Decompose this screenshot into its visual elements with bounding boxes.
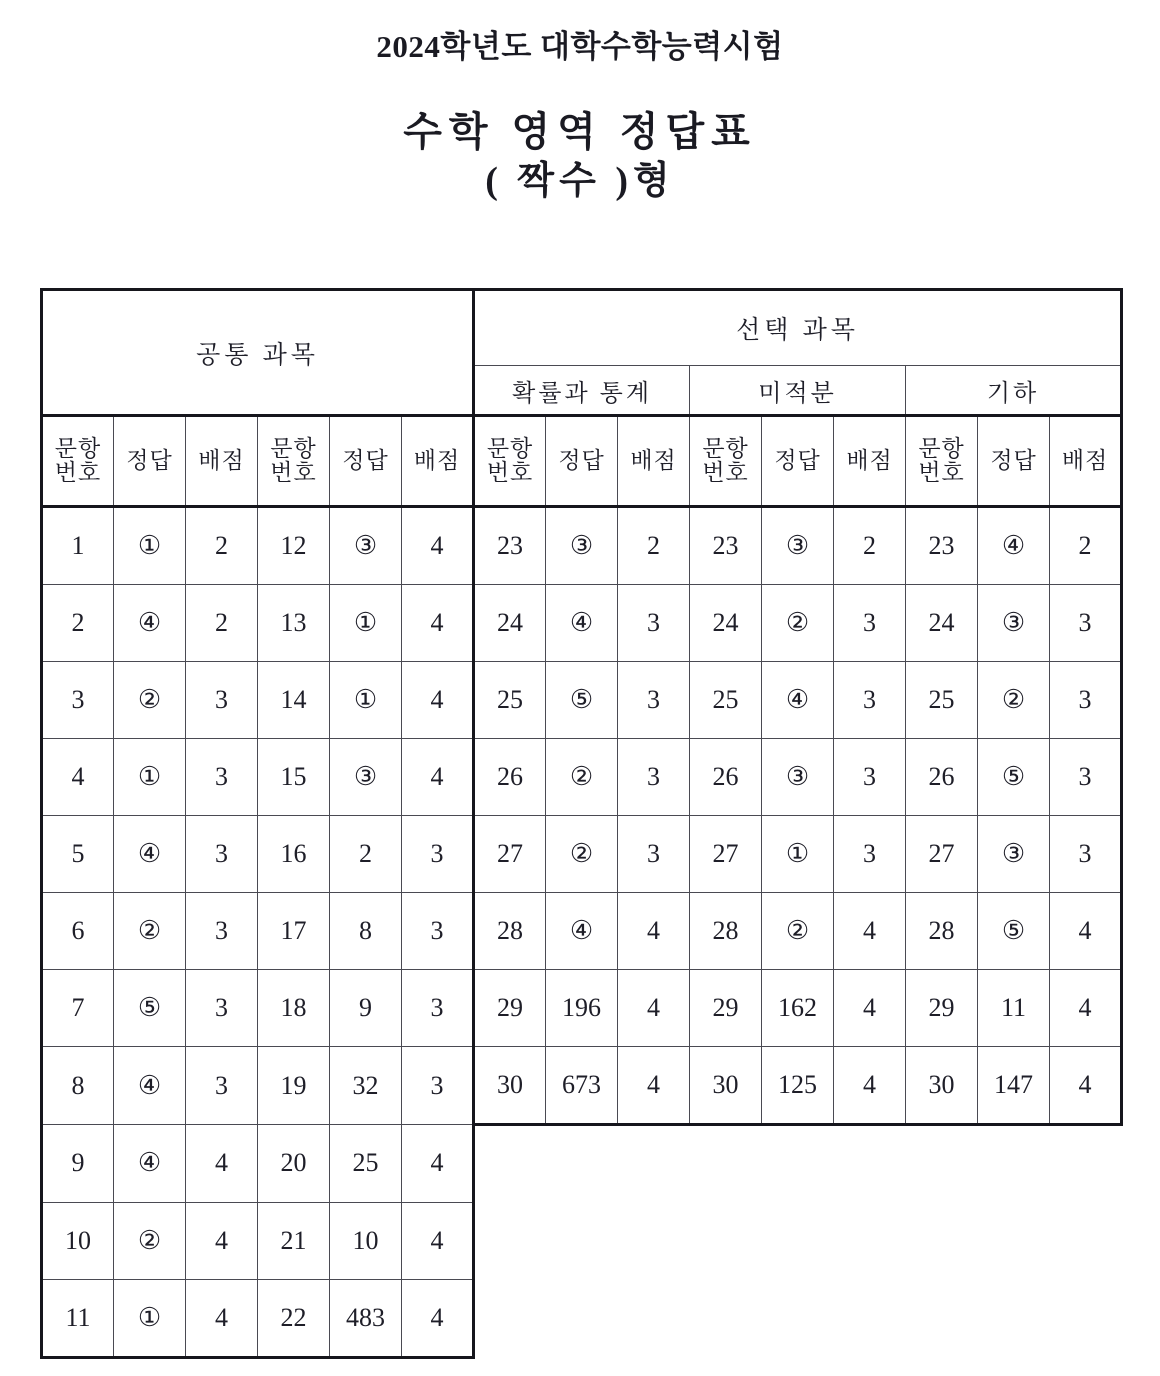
cell-ca-qno: 30 bbox=[690, 1047, 762, 1125]
cell-common-answer-a: ① bbox=[114, 507, 186, 585]
cell-common-qno-b: 13 bbox=[258, 585, 330, 662]
col-head-line1: 문항 bbox=[486, 435, 534, 461]
cell-ge-points: 4 bbox=[1050, 1047, 1122, 1125]
column-header-row bbox=[42, 416, 1122, 507]
cell-common-answer-a: ④ bbox=[114, 1125, 186, 1203]
cell-common-answer-a: ④ bbox=[114, 585, 186, 662]
cell-ps-qno: 26 bbox=[474, 739, 546, 816]
col-head-line1: 문항 bbox=[918, 435, 965, 461]
cell-ca-points: 2 bbox=[834, 507, 906, 585]
col-head-question-no-common-a bbox=[42, 416, 114, 507]
elective-subject-geometry: 기하 bbox=[906, 366, 1122, 416]
col-head-line2: 번호 bbox=[918, 460, 965, 485]
cell-common-points-a: 2 bbox=[186, 585, 258, 662]
cell-ca-answer: ① bbox=[762, 816, 834, 893]
cell-ge-qno: 23 bbox=[906, 507, 978, 585]
cell-ge-answer: ④ bbox=[978, 507, 1050, 585]
cell-common-qno-b: 17 bbox=[258, 893, 330, 970]
cell-ps-answer: ⑤ bbox=[546, 662, 618, 739]
table-row bbox=[42, 816, 1122, 893]
cell-ps-qno: 23 bbox=[474, 507, 546, 585]
cell-common-qno-a: 9 bbox=[42, 1125, 114, 1203]
col-head-answer-ps: 정답 bbox=[546, 416, 618, 507]
cell-ge-answer: ⑤ bbox=[978, 739, 1050, 816]
cell-common-answer-b: ③ bbox=[330, 739, 402, 816]
cell-ca-points: 3 bbox=[834, 739, 906, 816]
cell-common-answer-b: 25 bbox=[330, 1125, 402, 1203]
cell-common-points-b: 4 bbox=[402, 1202, 474, 1279]
table-row bbox=[42, 893, 1122, 970]
cell-common-answer-a: ① bbox=[114, 1279, 186, 1357]
cell-ge-qno: 27 bbox=[906, 816, 978, 893]
cell-common-qno-a: 3 bbox=[42, 662, 114, 739]
cell-ca-qno: 26 bbox=[690, 739, 762, 816]
answer-key-table-wrap bbox=[40, 288, 1114, 1359]
cell-ps-answer: 196 bbox=[546, 970, 618, 1047]
cell-common-points-b: 3 bbox=[402, 970, 474, 1047]
table-row bbox=[42, 662, 1122, 739]
cell-ps-answer: ③ bbox=[546, 507, 618, 585]
cell-ge-answer: ⑤ bbox=[978, 893, 1050, 970]
col-head-question-no-ca bbox=[690, 416, 762, 507]
cell-common-answer-b: ① bbox=[330, 662, 402, 739]
cell-common-answer-b: 483 bbox=[330, 1279, 402, 1357]
cell-ps-answer: ② bbox=[546, 816, 618, 893]
col-head-points-ge: 배점 bbox=[1050, 416, 1122, 507]
col-head-points-ps: 배점 bbox=[618, 416, 690, 507]
cell-common-points-b: 3 bbox=[402, 893, 474, 970]
cell-common-points-a: 3 bbox=[186, 1047, 258, 1125]
table-row bbox=[42, 1279, 1122, 1357]
cell-common-answer-a: ② bbox=[114, 893, 186, 970]
cell-ps-qno: 27 bbox=[474, 816, 546, 893]
cell-ge-qno: 30 bbox=[906, 1047, 978, 1125]
cell-ps-qno: 24 bbox=[474, 585, 546, 662]
col-head-answer-common-b: 정답 bbox=[330, 416, 402, 507]
table-row bbox=[42, 585, 1122, 662]
cell-ca-qno: 29 bbox=[690, 970, 762, 1047]
cell-common-qno-b: 16 bbox=[258, 816, 330, 893]
cell-ge-answer: 11 bbox=[978, 970, 1050, 1047]
cell-ge-points: 2 bbox=[1050, 507, 1122, 585]
cell-ps-qno: 28 bbox=[474, 893, 546, 970]
col-head-answer-common-a: 정답 bbox=[114, 416, 186, 507]
col-head-line2: 번호 bbox=[486, 460, 534, 485]
cell-ge-answer: ③ bbox=[978, 816, 1050, 893]
table-row bbox=[42, 507, 1122, 585]
table-row bbox=[42, 1047, 1122, 1125]
empty-filler bbox=[474, 1125, 1122, 1203]
cell-common-answer-a: ④ bbox=[114, 1047, 186, 1125]
group-header-common: 공통 과목 bbox=[42, 290, 474, 416]
form-type-title: ( 짝수 )형 bbox=[485, 160, 675, 203]
cell-ca-qno: 27 bbox=[690, 816, 762, 893]
title-block bbox=[0, 0, 1160, 204]
cell-ca-points: 4 bbox=[834, 970, 906, 1047]
cell-ge-points: 3 bbox=[1050, 662, 1122, 739]
cell-common-points-b: 4 bbox=[402, 585, 474, 662]
elective-subject-calculus: 미적분 bbox=[690, 366, 906, 416]
cell-common-points-a: 3 bbox=[186, 662, 258, 739]
table-row bbox=[42, 1125, 1122, 1203]
cell-ge-points: 4 bbox=[1050, 970, 1122, 1047]
cell-ca-points: 4 bbox=[834, 893, 906, 970]
cell-ps-answer: ② bbox=[546, 739, 618, 816]
cell-ge-points: 4 bbox=[1050, 893, 1122, 970]
cell-ge-qno: 24 bbox=[906, 585, 978, 662]
empty-filler bbox=[474, 1279, 1122, 1357]
cell-ca-answer: ② bbox=[762, 893, 834, 970]
cell-ca-answer: ③ bbox=[762, 739, 834, 816]
cell-common-qno-a: 6 bbox=[42, 893, 114, 970]
table-row bbox=[42, 970, 1122, 1047]
cell-common-qno-a: 2 bbox=[42, 585, 114, 662]
exam-year-title: 2024학년도 대학수학능력시험 bbox=[376, 29, 784, 64]
cell-common-qno-b: 21 bbox=[258, 1202, 330, 1279]
cell-common-qno-b: 20 bbox=[258, 1125, 330, 1203]
col-head-points-ca: 배점 bbox=[834, 416, 906, 507]
cell-common-points-a: 2 bbox=[186, 507, 258, 585]
col-head-question-no-ge bbox=[906, 416, 978, 507]
cell-common-points-a: 4 bbox=[186, 1279, 258, 1357]
cell-ps-points: 4 bbox=[618, 893, 690, 970]
cell-common-points-b: 4 bbox=[402, 1125, 474, 1203]
cell-ge-answer: ② bbox=[978, 662, 1050, 739]
cell-ge-points: 3 bbox=[1050, 739, 1122, 816]
cell-ge-points: 3 bbox=[1050, 585, 1122, 662]
elective-subject-probability-statistics: 확률과 통계 bbox=[474, 366, 690, 416]
cell-common-answer-b: 32 bbox=[330, 1047, 402, 1125]
cell-common-answer-a: ② bbox=[114, 662, 186, 739]
col-head-line2: 번호 bbox=[54, 460, 102, 485]
cell-ge-answer: 147 bbox=[978, 1047, 1050, 1125]
cell-ps-points: 3 bbox=[618, 585, 690, 662]
col-head-line1: 문항 bbox=[270, 435, 317, 461]
cell-ca-points: 3 bbox=[834, 662, 906, 739]
cell-common-answer-b: 9 bbox=[330, 970, 402, 1047]
cell-ge-points: 3 bbox=[1050, 816, 1122, 893]
cell-common-qno-b: 18 bbox=[258, 970, 330, 1047]
cell-ge-qno: 26 bbox=[906, 739, 978, 816]
cell-common-qno-a: 10 bbox=[42, 1202, 114, 1279]
cell-common-answer-a: ② bbox=[114, 1202, 186, 1279]
cell-ps-qno: 30 bbox=[474, 1047, 546, 1125]
cell-common-points-b: 4 bbox=[402, 662, 474, 739]
col-head-answer-ca: 정답 bbox=[762, 416, 834, 507]
cell-common-answer-a: ⑤ bbox=[114, 970, 186, 1047]
cell-common-answer-b: ③ bbox=[330, 507, 402, 585]
cell-common-points-a: 3 bbox=[186, 739, 258, 816]
cell-ca-points: 4 bbox=[834, 1047, 906, 1125]
cell-common-qno-b: 19 bbox=[258, 1047, 330, 1125]
cell-ps-points: 3 bbox=[618, 662, 690, 739]
cell-common-points-b: 4 bbox=[402, 507, 474, 585]
cell-ca-points: 3 bbox=[834, 585, 906, 662]
col-head-line2: 번호 bbox=[270, 460, 317, 485]
cell-common-qno-a: 7 bbox=[42, 970, 114, 1047]
cell-common-qno-b: 12 bbox=[258, 507, 330, 585]
cell-common-points-b: 4 bbox=[402, 739, 474, 816]
cell-common-points-a: 3 bbox=[186, 970, 258, 1047]
cell-ca-points: 3 bbox=[834, 816, 906, 893]
cell-ca-answer: ④ bbox=[762, 662, 834, 739]
cell-ps-points: 2 bbox=[618, 507, 690, 585]
cell-common-qno-a: 8 bbox=[42, 1047, 114, 1125]
cell-ca-qno: 25 bbox=[690, 662, 762, 739]
cell-ca-qno: 28 bbox=[690, 893, 762, 970]
cell-ps-answer: ④ bbox=[546, 893, 618, 970]
answer-key-table bbox=[40, 288, 1123, 1359]
cell-common-answer-b: ① bbox=[330, 585, 402, 662]
table-row bbox=[42, 1202, 1122, 1279]
table-row bbox=[42, 739, 1122, 816]
cell-ge-qno: 28 bbox=[906, 893, 978, 970]
cell-common-points-b: 3 bbox=[402, 816, 474, 893]
empty-filler bbox=[474, 1202, 1122, 1279]
cell-ps-points: 3 bbox=[618, 816, 690, 893]
cell-common-points-a: 3 bbox=[186, 893, 258, 970]
cell-ge-qno: 25 bbox=[906, 662, 978, 739]
cell-common-qno-a: 5 bbox=[42, 816, 114, 893]
cell-common-points-a: 4 bbox=[186, 1202, 258, 1279]
cell-common-qno-b: 14 bbox=[258, 662, 330, 739]
cell-ps-answer: ④ bbox=[546, 585, 618, 662]
cell-ps-answer: 673 bbox=[546, 1047, 618, 1125]
cell-common-points-b: 4 bbox=[402, 1279, 474, 1357]
cell-common-answer-b: 2 bbox=[330, 816, 402, 893]
col-head-question-no-common-b bbox=[258, 416, 330, 507]
cell-ge-qno: 29 bbox=[906, 970, 978, 1047]
group-header-row bbox=[42, 290, 1122, 366]
cell-ca-answer: 125 bbox=[762, 1047, 834, 1125]
cell-common-points-a: 3 bbox=[186, 816, 258, 893]
cell-ps-qno: 25 bbox=[474, 662, 546, 739]
col-head-line2: 번호 bbox=[702, 460, 749, 485]
cell-common-points-a: 4 bbox=[186, 1125, 258, 1203]
cell-common-answer-a: ① bbox=[114, 739, 186, 816]
page-title: 수학 영역 정답표 bbox=[403, 109, 757, 155]
cell-ca-qno: 24 bbox=[690, 585, 762, 662]
cell-ps-points: 3 bbox=[618, 739, 690, 816]
col-head-line1: 문항 bbox=[54, 435, 102, 461]
cell-ca-qno: 23 bbox=[690, 507, 762, 585]
cell-common-qno-a: 4 bbox=[42, 739, 114, 816]
col-head-question-no-ps bbox=[474, 416, 546, 507]
cell-common-answer-a: ④ bbox=[114, 816, 186, 893]
cell-ps-points: 4 bbox=[618, 970, 690, 1047]
col-head-points-common-a: 배점 bbox=[186, 416, 258, 507]
cell-common-qno-a: 1 bbox=[42, 507, 114, 585]
group-header-elective: 선택 과목 bbox=[474, 290, 1122, 366]
col-head-points-common-b: 배점 bbox=[402, 416, 474, 507]
col-head-answer-ge: 정답 bbox=[978, 416, 1050, 507]
cell-ca-answer: ③ bbox=[762, 507, 834, 585]
cell-common-answer-b: 8 bbox=[330, 893, 402, 970]
cell-ge-answer: ③ bbox=[978, 585, 1050, 662]
cell-common-points-b: 3 bbox=[402, 1047, 474, 1125]
cell-ps-points: 4 bbox=[618, 1047, 690, 1125]
cell-ca-answer: ② bbox=[762, 585, 834, 662]
col-head-line1: 문항 bbox=[702, 435, 749, 461]
cell-common-qno-a: 11 bbox=[42, 1279, 114, 1357]
cell-ca-answer: 162 bbox=[762, 970, 834, 1047]
cell-common-qno-b: 22 bbox=[258, 1279, 330, 1357]
cell-common-qno-b: 15 bbox=[258, 739, 330, 816]
cell-ps-qno: 29 bbox=[474, 970, 546, 1047]
cell-common-answer-b: 10 bbox=[330, 1202, 402, 1279]
